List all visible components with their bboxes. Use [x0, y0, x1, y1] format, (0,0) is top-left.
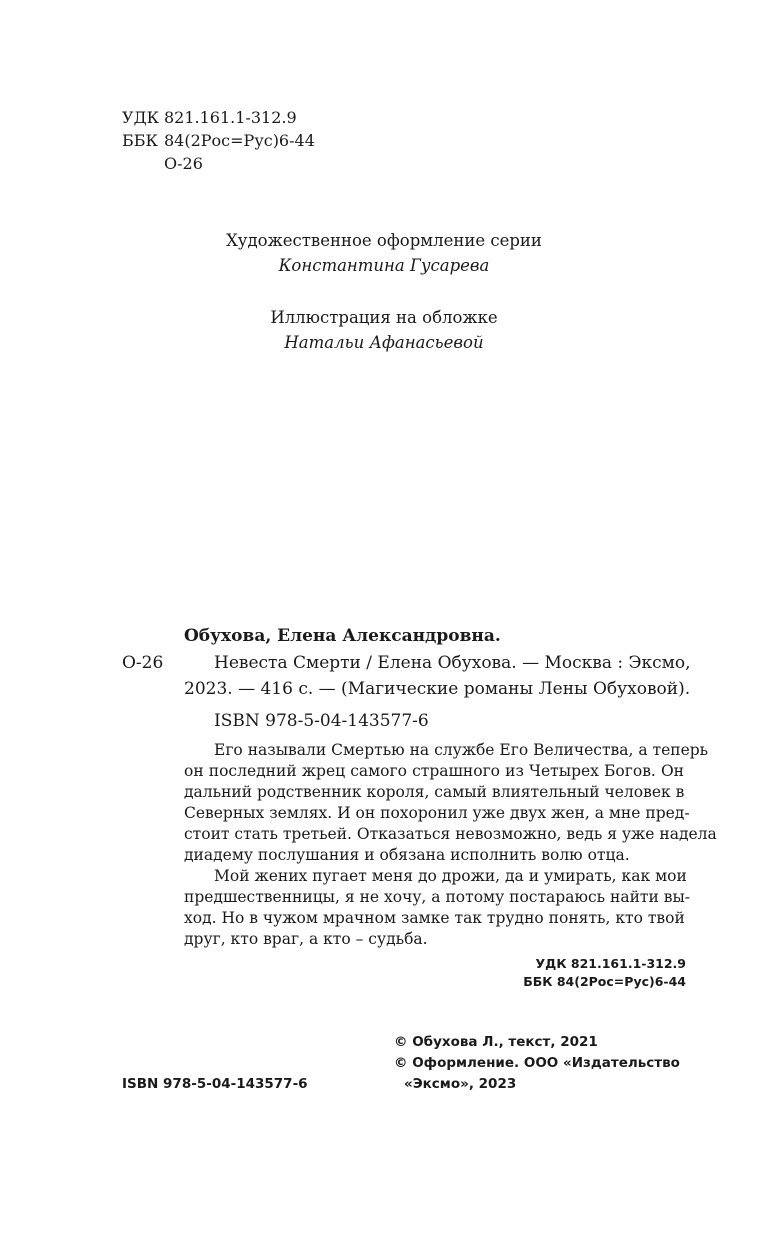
- annotation-line: Мой жених пугает меня до дрожи, да и умирать, как мои: [214, 867, 687, 885]
- cutter-code-top: О-26: [164, 154, 203, 173]
- udk-label: УДК: [122, 108, 159, 127]
- cover-illustration-label: Иллюстрация на обложке: [270, 308, 498, 327]
- annotation-line: он последний жрец самого страшного из Четырех Богов. Он: [184, 762, 684, 780]
- annotation-line: диадему послушания и обязана исполнить волю отца.: [184, 846, 630, 864]
- copyright-publisher: «Эксмо», 2023: [404, 1076, 517, 1092]
- bbk-bottom: ББК 84(2Рос=Рус)6-44: [523, 974, 686, 989]
- copyright-text: © Обухова Л., текст, 2021: [394, 1034, 598, 1050]
- annotation-line: ход. Но в чужом мрачном замке так трудно понять, кто твой: [184, 909, 685, 927]
- cover-illustration-name: Натальи Афанасьевой: [284, 333, 484, 352]
- bibliographic-line-2: 2023. — 416 с. — (Магические романы Лены Обуховой).: [184, 679, 691, 699]
- annotation-line: стоит стать третьей. Отказаться невозможно, ведь я уже надела: [184, 825, 717, 843]
- author-heading: Обухова, Елена Александровна.: [184, 626, 501, 646]
- udk-line: [122, 106, 297, 129]
- bbk-line: [122, 129, 315, 152]
- copyright-design: © Оформление. ООО «Издательство: [394, 1055, 680, 1071]
- annotation-line: друг, кто враг, а кто – судьба.: [184, 930, 428, 948]
- series-design-name: Константина Гусарева: [278, 256, 490, 275]
- annotation-line: Его называли Смертью на службе Его Величества, а теперь: [214, 741, 709, 759]
- annotation-line: предшественницы, я не хочу, а потому постараюсь найти вы-: [184, 888, 691, 906]
- bbk-label: ББК: [122, 131, 158, 150]
- annotation: [184, 740, 717, 950]
- bbk-value: 84(2Рос=Рус)6-44: [164, 131, 315, 150]
- cutter-code: О-26: [122, 653, 164, 673]
- annotation-line: дальний родственник короля, самый влиятельный человек в: [184, 783, 685, 801]
- bibliographic-line-1: Невеста Смерти / Елена Обухова. — Москва : Эксмо,: [214, 653, 691, 673]
- udk-value: 821.161.1-312.9: [164, 108, 297, 127]
- udk-bottom: УДК 821.161.1-312.9: [535, 956, 686, 971]
- isbn-bottom: ISBN 978-5-04-143577-6: [122, 1076, 308, 1092]
- isbn-record: ISBN 978-5-04-143577-6: [214, 711, 429, 731]
- annotation-line: Северных землях. И он похоронил уже двух жен, а мне пред-: [184, 804, 690, 822]
- series-design-label: Художественное оформление серии: [226, 231, 542, 250]
